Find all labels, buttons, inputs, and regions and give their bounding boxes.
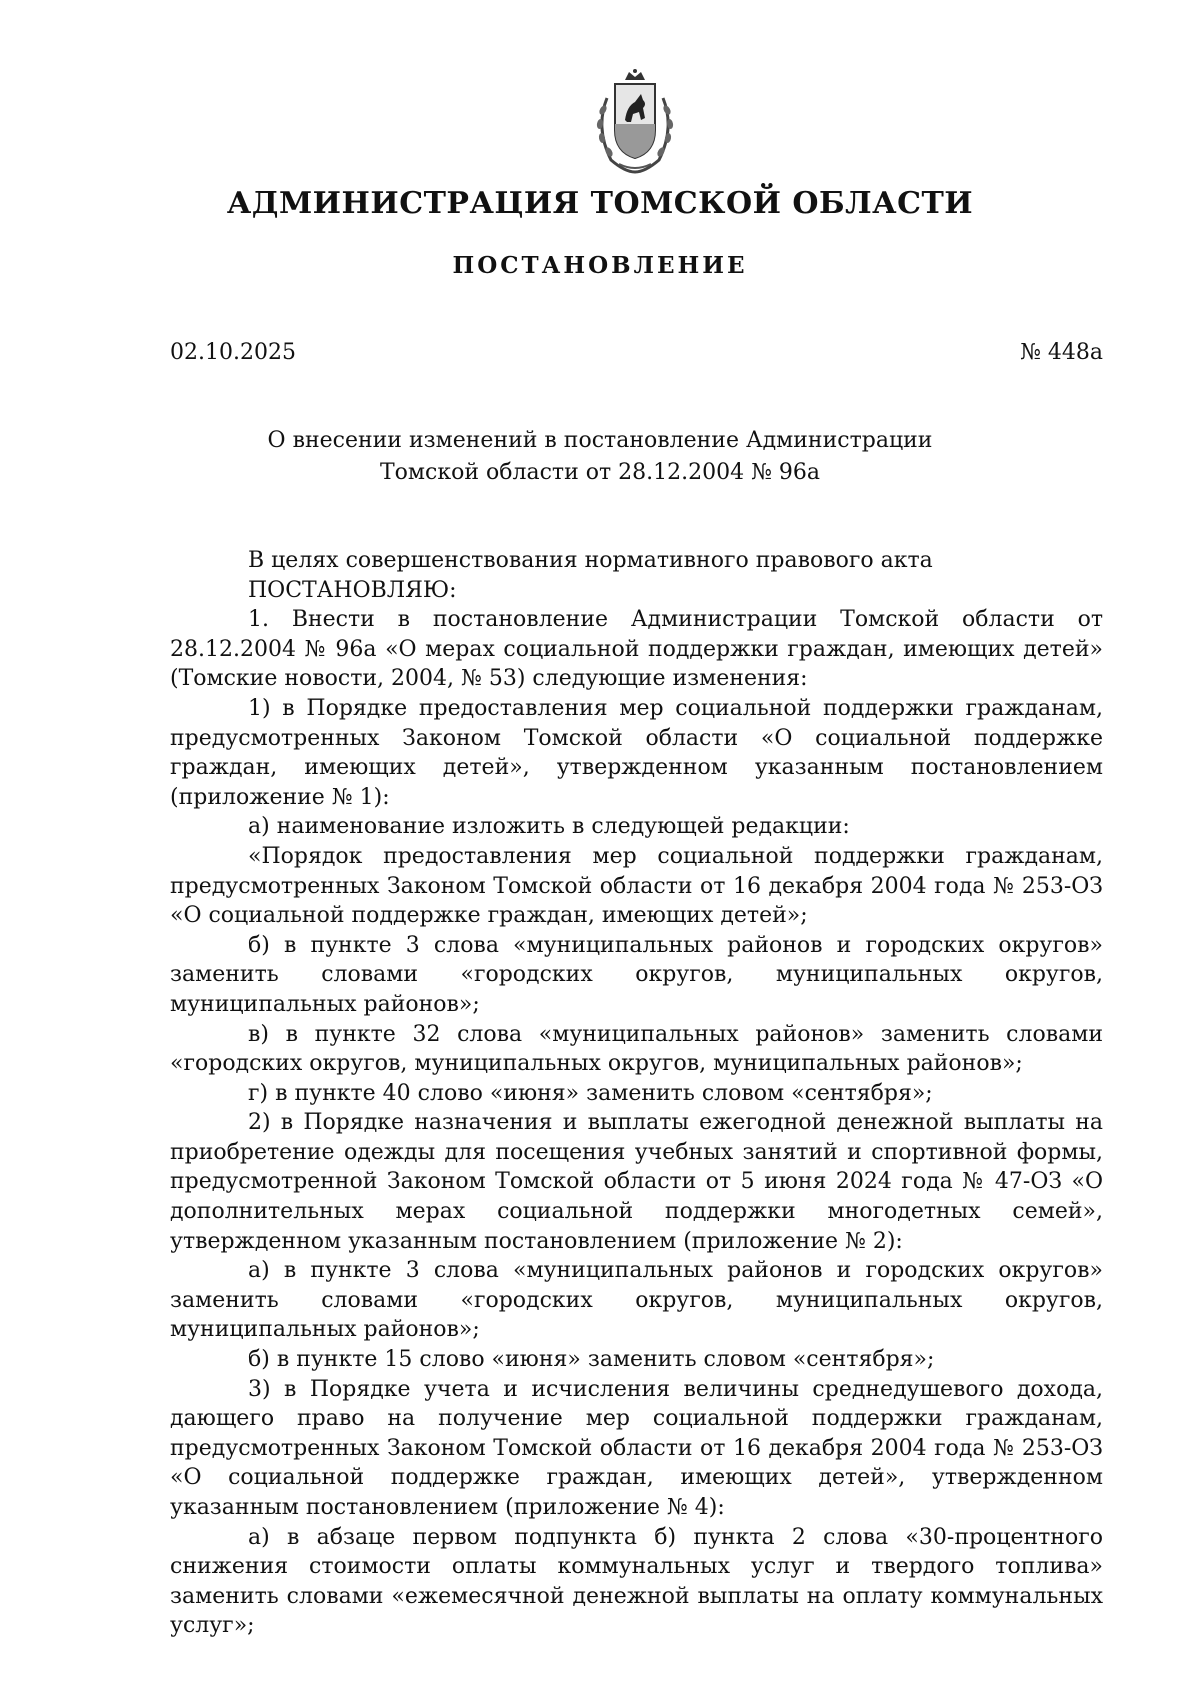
document-body <box>170 546 1103 1641</box>
body-paragraph: а) в абзаце первом подпункта б) пункта 2 слова «30-процентного снижения стоимости оплаты коммунальных услуг и твердого топлива» заменить словами «ежемесячной денежной выплаты на оплату коммунальных услуг»; <box>170 1524 1103 1639</box>
document-number: № 448а <box>1020 340 1103 365</box>
document-subject <box>200 425 1000 489</box>
preamble-paragraph: В целях совершенствования нормативного правового акта <box>248 548 933 573</box>
body-paragraph: г) в пункте 40 слово «июня» заменить словом «сентября»; <box>248 1080 933 1106</box>
body-paragraph: 1. Внести в постановление Администрации Томской области от 28.12.2004 № 96а «О мерах социальной поддержки граждан, имеющих детей» (Томские новости, 2004, № 53) следующие изменения: <box>170 607 1103 692</box>
body-paragraph: 1) в Порядке предоставления мер социальной поддержки гражданам, предусмотренных Законом Томской области «О социальной поддержке граждан, имеющих детей», утвержденном указанным постановлением (приложение № 1): <box>170 695 1103 810</box>
body-paragraph: а) наименование изложить в следующей редакции: <box>248 814 850 840</box>
organization-title: АДМИНИСТРАЦИЯ ТОМСКОЙ ОБЛАСТИ <box>226 186 974 221</box>
body-paragraph: «Порядок предоставления мер социальной поддержки гражданам, предусмотренных Законом Томской области от 16 декабря 2004 года № 253-ОЗ «О социальной поддержке граждан, имеющих детей»; <box>170 843 1103 929</box>
subject-line: О внесении изменений в постановление Администрации <box>267 428 933 453</box>
document-type: ПОСТАНОВЛЕНИЕ <box>452 252 748 279</box>
body-paragraph: в) в пункте 32 слова «муниципальных районов» заменить словами «городских округов, муниципальных округов, муниципальных районов»; <box>170 1021 1103 1077</box>
body-paragraph: б) в пункте 3 слова «муниципальных районов и городских округов» заменить словами «городских округов, муниципальных округов, муниципальных районов»; <box>170 932 1103 1017</box>
subject-line: Томской области от 28.12.2004 № 96а <box>379 460 821 485</box>
body-paragraph: 3) в Порядке учета и исчисления величины среднедушевого дохода, дающего право на получение мер социальной поддержки гражданам, предусмотренных Законом Томской области от 16 декабря 2004 года № 253-ОЗ «О социальной поддержке граждан, имеющих детей», утвержденном указанным постановлением (приложение № 4): <box>170 1376 1103 1520</box>
tomsk-oblast-coat-of-arms-icon <box>585 68 685 176</box>
resolution-word: ПОСТАНОВЛЯЮ: <box>248 577 457 603</box>
body-paragraph: а) в пункте 3 слова «муниципальных районов и городских округов» заменить словами «городских округов, муниципальных округов, муниципальных районов»; <box>170 1258 1103 1343</box>
body-paragraph: б) в пункте 15 слово «июня» заменить словом «сентября»; <box>248 1347 935 1373</box>
body-paragraph: 2) в Порядке назначения и выплаты ежегодной денежной выплаты на приобретение одежды для посещения учебных занятий и спортивной формы, предусмотренной Законом Томской области от 5 июня 2024 года № 47-ОЗ «О дополнительных мерах социальной поддержки многодетных семей», утвержденном указанным постановлением (приложение № 2): <box>170 1110 1103 1254</box>
document-date: 02.10.2025 <box>170 340 296 365</box>
